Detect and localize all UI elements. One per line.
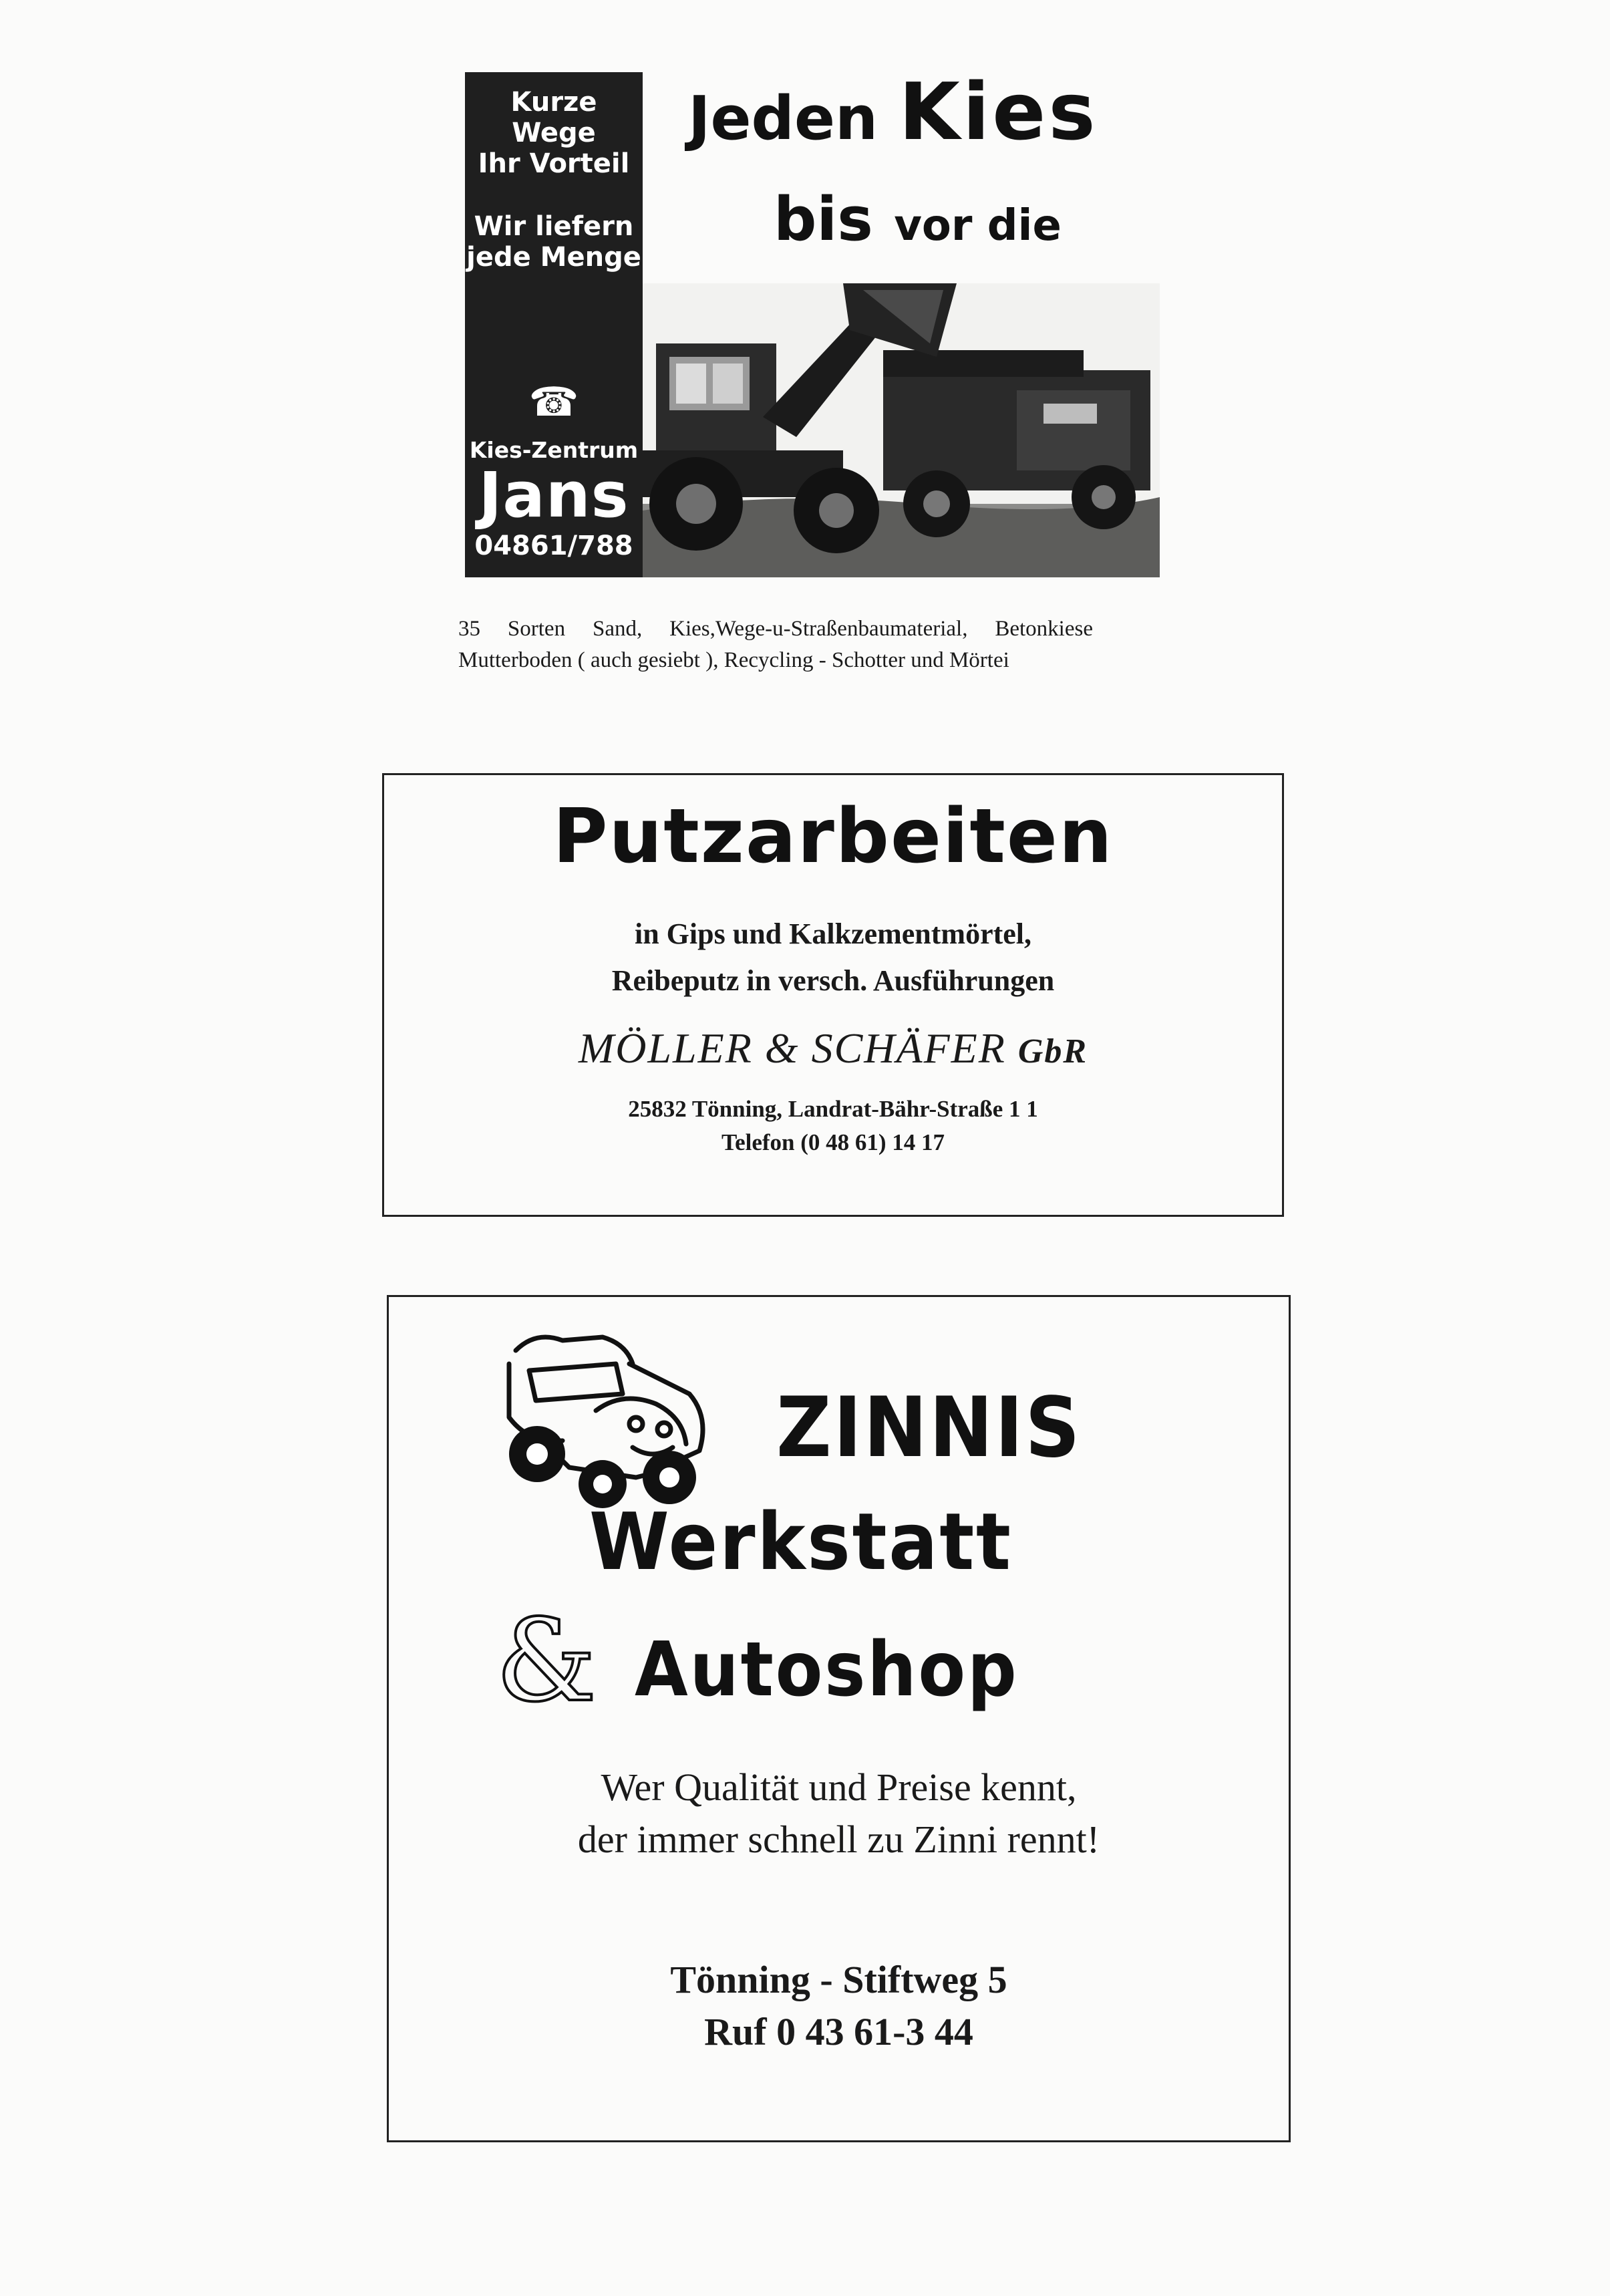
zinni-address: Tönning - Stiftweg 5 — [670, 1958, 1007, 2001]
zinni-slogan-2: der immer schnell zu Zinni rennt! — [577, 1818, 1100, 1861]
zinnis-werkstatt-advertisement — [387, 1295, 1291, 2142]
zinni-werkstatt: Werkstatt — [589, 1495, 1013, 1588]
kies-headline-2 — [774, 183, 1062, 263]
kies-slogan-2: Wir liefern jede Menge — [466, 211, 641, 273]
kies-headline-1 — [688, 65, 1098, 158]
cartoon-car-icon — [489, 1324, 716, 1518]
ampersand-icon — [496, 1609, 603, 1716]
zinni-name: ZINNIS — [776, 1380, 1082, 1476]
putz-description-1: in Gips und Kalkzementmörtel, — [634, 917, 1032, 950]
kies-headline-2-a: bis — [774, 184, 895, 255]
putz-company-name: MÖLLER & SCHÄFER — [578, 1024, 1006, 1072]
putz-company-suffix: GbR — [1017, 1032, 1088, 1070]
kies-caption-line-2: Mutterboden ( auch gesiebt ), Recycling - Schotter und Mörtei — [458, 648, 1009, 672]
kies-zentrum-advertisement — [465, 65, 1160, 577]
zinni-autoshop: Autoshop — [635, 1626, 1019, 1713]
putz-address: 25832 Tönning, Landrat-Bähr-Straße 1 1 — [628, 1096, 1038, 1122]
putzarbeiten-advertisement — [382, 773, 1284, 1217]
kies-caption-line-1: 35 Sorten Sand, Kies,Wege-u-Straßenbaumaterial, Betonkiese — [458, 617, 1093, 641]
kies-slogan-1: Kurze Wege Ihr Vorteil — [478, 87, 630, 179]
wheel-loader-truck-photo — [643, 283, 1160, 577]
kies-company-phone: 04861/788 — [474, 531, 633, 561]
kies-headline-1-b: Kies — [899, 65, 1098, 158]
kies-headline-2-b: vor die — [894, 201, 1062, 251]
telephone-icon: ☎ — [528, 379, 579, 426]
kies-slogan-panel — [465, 72, 643, 577]
putz-company — [384, 1024, 1282, 1073]
kies-company-name: Jans — [478, 459, 629, 532]
kies-headline-1-a: Jeden — [688, 84, 899, 154]
zinni-phone: Ruf 0 43 61-3 44 — [704, 2010, 973, 2053]
putz-description-2: Reibeputz in versch. Ausführungen — [611, 964, 1055, 997]
svg-text:&: & — [496, 1609, 597, 1716]
kies-company-label: Kies-Zentrum — [469, 437, 639, 463]
zinni-slogan-1: Wer Qualität und Preise kennt, — [601, 1765, 1077, 1809]
kies-product-caption — [458, 613, 1093, 676]
putz-title: Putzarbeiten — [552, 793, 1114, 880]
putz-phone: Telefon (0 48 61) 14 17 — [721, 1129, 945, 1155]
